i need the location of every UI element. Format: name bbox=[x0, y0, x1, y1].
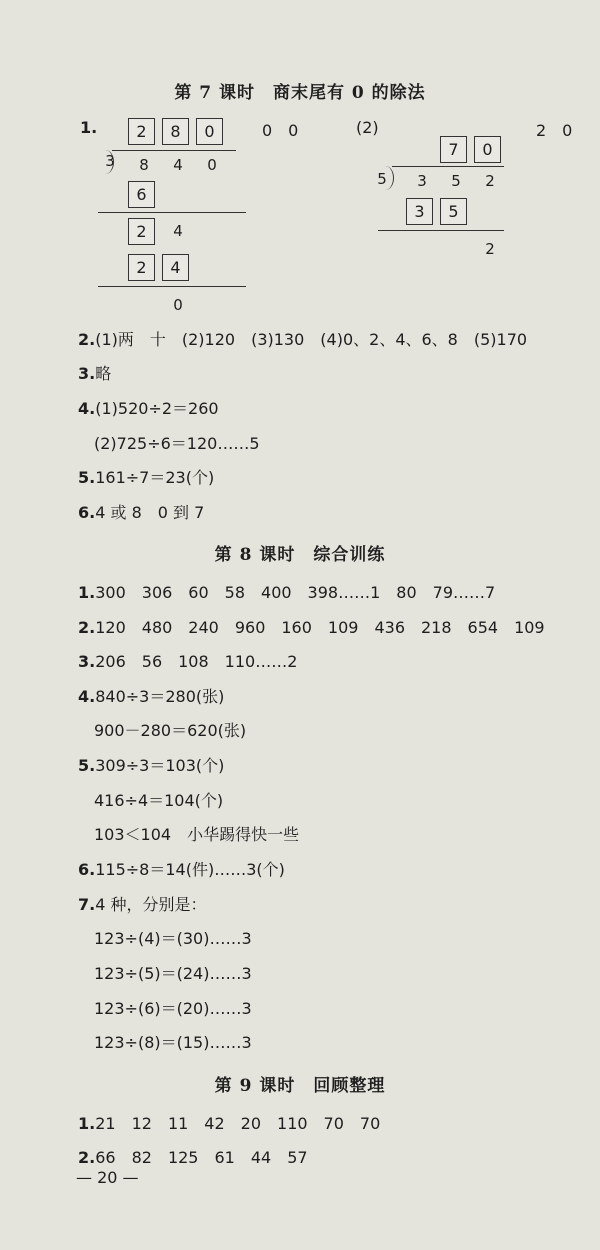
q-number: 1. bbox=[78, 1114, 96, 1133]
divisor: 5 bbox=[377, 170, 387, 188]
l7-q1-label-2: (2) bbox=[356, 118, 379, 137]
q-number: 3. bbox=[78, 652, 96, 671]
l9-q2 bbox=[78, 1145, 308, 1168]
step-digit: 5 bbox=[440, 198, 467, 225]
l8-q7-line: 123÷(4)＝(30)……3 bbox=[94, 929, 252, 948]
quotient-digit: 2 bbox=[128, 118, 155, 145]
l8-q4 bbox=[78, 684, 224, 707]
step-line bbox=[98, 212, 246, 213]
step-digit: 2 bbox=[128, 218, 155, 245]
l8-q7-line: 123÷(6)＝(20)……3 bbox=[94, 999, 252, 1018]
l9-q1 bbox=[78, 1111, 380, 1134]
l7-q1-side-answer-2: 2 0 bbox=[536, 121, 573, 140]
q-number: 4. bbox=[78, 399, 96, 418]
q-number: 5. bbox=[78, 468, 96, 487]
answer-text: 4 或 8 0 到 7 bbox=[95, 503, 205, 522]
answer-text: 161÷7＝23(个) bbox=[95, 468, 215, 487]
step-digit: 6 bbox=[128, 181, 155, 208]
divisor: 3 bbox=[105, 152, 115, 170]
answer-text: 840÷3＝280(张) bbox=[95, 687, 225, 706]
answer-text: 21 12 11 42 20 110 70 70 bbox=[95, 1114, 381, 1133]
step-digit: 2 bbox=[128, 254, 155, 281]
l8-q6 bbox=[78, 857, 285, 880]
l7-q3 bbox=[78, 361, 111, 384]
quotient-digit: 7 bbox=[440, 136, 467, 163]
lesson7-title: 第 7 课时 商末尾有 0 的除法 bbox=[174, 83, 426, 103]
step-digit: 3 bbox=[406, 198, 433, 225]
q-number: 2. bbox=[78, 618, 96, 637]
l8-q7 bbox=[78, 892, 207, 915]
q-number: 1. bbox=[78, 583, 96, 602]
division-bar bbox=[112, 150, 236, 151]
answer-text: 206 56 108 110……2 bbox=[95, 652, 298, 671]
step-line bbox=[378, 230, 504, 231]
dividend-digit: 0 bbox=[207, 156, 217, 174]
step-digit: 4 bbox=[173, 222, 183, 240]
l7-q6 bbox=[78, 500, 204, 523]
q-number: 5. bbox=[78, 756, 96, 775]
l8-q7-line: 123÷(5)＝(24)……3 bbox=[94, 964, 252, 983]
answer-text: 120 480 240 960 160 109 436 218 654 109 bbox=[95, 618, 545, 637]
step-digit: 4 bbox=[162, 254, 189, 281]
answer-text: 309÷3＝103(个) bbox=[95, 756, 225, 775]
l8-q4-line2: 900－280＝620(张) bbox=[94, 721, 247, 740]
dividend-digit: 5 bbox=[451, 172, 461, 190]
l8-q5 bbox=[78, 753, 224, 776]
l8-q2 bbox=[78, 615, 545, 638]
dividend-digit: 3 bbox=[417, 172, 427, 190]
l8-q5-line3: 103＜104 小华踢得快一些 bbox=[94, 825, 300, 844]
remainder: 2 bbox=[485, 240, 495, 258]
l7-q4 bbox=[78, 396, 219, 419]
dividend-digit: 4 bbox=[173, 156, 183, 174]
answer-text: 300 306 60 58 400 398……1 80 79……7 bbox=[95, 583, 496, 602]
answer-text: 略 bbox=[95, 364, 112, 383]
answer-text: (1)两 十 (2)120 (3)130 (4)0、2、4、6、8 (5)170 bbox=[95, 330, 528, 349]
l8-q7-line: 123÷(8)＝(15)……3 bbox=[94, 1033, 252, 1052]
q-number: 7. bbox=[78, 895, 96, 914]
answer-text: 4 种，分别是： bbox=[95, 895, 207, 914]
quotient-digit: 0 bbox=[196, 118, 223, 145]
l8-q3 bbox=[78, 649, 297, 672]
step-line bbox=[98, 286, 246, 287]
l7-q1-number: 1. bbox=[80, 118, 98, 137]
division-bracket bbox=[383, 166, 394, 190]
answer-text: (1)520÷2＝260 bbox=[95, 399, 219, 418]
q-number: 6. bbox=[78, 860, 96, 879]
answer-text: 66 82 125 61 44 57 bbox=[95, 1148, 308, 1167]
dividend-digit: 8 bbox=[139, 156, 149, 174]
l8-q1 bbox=[78, 580, 495, 603]
q-number: 6. bbox=[78, 503, 96, 522]
l7-q2 bbox=[78, 327, 527, 350]
l7-q1-side-answer: 0 0 bbox=[262, 121, 299, 140]
l8-q5-line2: 416÷4＝104(个) bbox=[94, 791, 224, 810]
q-number: 4. bbox=[78, 687, 96, 706]
quotient-digit: 8 bbox=[162, 118, 189, 145]
q-number: 2. bbox=[78, 330, 96, 349]
division-bar bbox=[392, 166, 504, 167]
l7-q5 bbox=[78, 465, 214, 488]
page-number: — 20 — bbox=[76, 1168, 139, 1187]
dividend-digit: 2 bbox=[485, 172, 495, 190]
remainder: 0 bbox=[173, 296, 183, 314]
lesson8-title: 第 8 课时 综合训练 bbox=[214, 545, 386, 565]
lesson9-title: 第 9 课时 回顾整理 bbox=[214, 1076, 386, 1096]
answer-text: 115÷8＝14(件)……3(个) bbox=[95, 860, 285, 879]
q-number: 2. bbox=[78, 1148, 96, 1167]
l7-q4-line2: (2)725÷6＝120……5 bbox=[94, 434, 260, 453]
q-number: 3. bbox=[78, 364, 96, 383]
quotient-digit: 0 bbox=[474, 136, 501, 163]
